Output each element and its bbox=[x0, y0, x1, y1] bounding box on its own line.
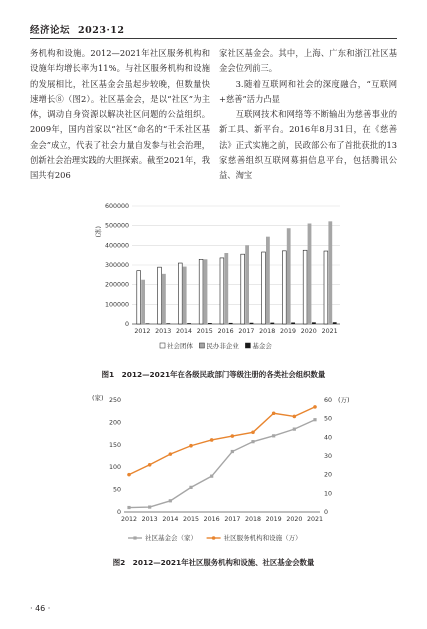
figure2-caption: 图2 2012—2021年社区服务机构和设施、社区基金会数量 bbox=[112, 558, 315, 567]
legend-label: 社区服务机构和设施（万） bbox=[223, 534, 302, 542]
bar-private-non-enterprise bbox=[308, 224, 312, 324]
point-community-foundations bbox=[313, 418, 316, 421]
y-left-axis-label: (家) bbox=[92, 394, 104, 402]
line-community-foundations bbox=[129, 420, 315, 508]
bar-private-non-enterprise bbox=[141, 280, 145, 324]
bar-foundations bbox=[166, 323, 170, 324]
bar-private-non-enterprise bbox=[183, 267, 187, 324]
body-paragraph: 家社区基金会。其中，上海、广东和浙江社区基金会位列前三。 bbox=[219, 48, 397, 74]
legend-swatch bbox=[160, 343, 165, 348]
figure1-chart bbox=[88, 196, 348, 368]
y-right-axis-label: (万) bbox=[338, 396, 350, 404]
y-left-tick-label: 50 bbox=[112, 486, 121, 494]
point-community-foundations bbox=[189, 486, 192, 489]
point-community-service-facilities bbox=[189, 444, 193, 448]
bar-private-non-enterprise bbox=[266, 237, 270, 324]
bar-foundations bbox=[250, 323, 254, 324]
running-header bbox=[30, 22, 124, 36]
right-column bbox=[219, 46, 397, 184]
point-community-foundations bbox=[127, 506, 130, 509]
legend-label: 社区基金会（家） bbox=[145, 534, 197, 542]
x-tick-label: 2013 bbox=[141, 516, 158, 523]
x-tick-label: 2017 bbox=[238, 328, 255, 335]
figure2-chart bbox=[86, 390, 360, 554]
left-column bbox=[30, 46, 210, 184]
y-right-tick-label: 40 bbox=[324, 434, 333, 442]
figure2-svg bbox=[86, 390, 360, 554]
point-community-service-facilities bbox=[272, 411, 276, 415]
point-community-service-facilities bbox=[169, 452, 173, 456]
point-community-foundations bbox=[293, 428, 296, 431]
bar-foundations bbox=[291, 323, 295, 324]
x-tick-label: 2013 bbox=[155, 328, 172, 335]
bar-foundations bbox=[208, 323, 212, 324]
x-tick-label: 2016 bbox=[217, 328, 234, 335]
legend-swatch bbox=[199, 343, 204, 348]
x-tick-label: 2018 bbox=[244, 516, 262, 523]
legend-label: 基金会 bbox=[252, 342, 272, 350]
y-tick-label: 600000 bbox=[104, 203, 129, 210]
y-left-tick-label: 250 bbox=[108, 397, 121, 404]
x-tick-label: 2014 bbox=[175, 328, 193, 335]
x-tick-label: 2020 bbox=[286, 516, 303, 523]
bar-foundations bbox=[187, 323, 191, 324]
body-paragraph: 互联网技术和网络等不断输出为慈善事业的新工具、新平台。2016年8月31日，在《慈善法》正式实施之前，民政部公布了首批获批的13家慈善组织互联网募捐信息平台，包括腾讯公益、淘宝 bbox=[219, 109, 397, 181]
bar-foundations bbox=[146, 323, 150, 324]
body-paragraph: 务机构和设施。2012—2021年社区服务机构和设施年均增长率为11%。与社区服务机构和设施的发展相比，社区基金会虽起步较晚，但数量快速增长⑧（图2）。社区基金会，是以“社区”为主体，调动自身资源以解决社区问题的公益组织。2009年，国内首家以“社区”命名的“千禾社区基金会”成立，代表了社会力量自发参与社会治理，创新社会治理实践的大胆探索。截至2021年，我国共有206 bbox=[30, 48, 210, 181]
bar-social-groups bbox=[241, 254, 245, 324]
bar-social-groups bbox=[324, 251, 328, 324]
y-right-tick-label: 0 bbox=[324, 509, 329, 516]
y-left-tick-label: 100 bbox=[108, 464, 121, 472]
point-community-foundations bbox=[251, 440, 254, 443]
legend-label: 民办非企业 bbox=[206, 342, 239, 350]
bar-private-non-enterprise bbox=[204, 259, 208, 324]
y-tick-label: 200000 bbox=[104, 281, 129, 289]
point-community-foundations bbox=[272, 434, 275, 437]
y-right-tick-label: 50 bbox=[324, 415, 333, 423]
point-community-service-facilities bbox=[127, 473, 131, 477]
bar-social-groups bbox=[199, 259, 203, 324]
bar-social-groups bbox=[158, 267, 162, 324]
bar-private-non-enterprise bbox=[162, 274, 166, 324]
bar-social-groups bbox=[178, 263, 182, 324]
bar-foundations bbox=[312, 322, 316, 324]
figure1-svg bbox=[88, 196, 348, 368]
y-right-tick-label: 10 bbox=[324, 490, 333, 498]
bar-social-groups bbox=[303, 250, 307, 324]
x-tick-label: 2021 bbox=[306, 516, 324, 523]
y-left-tick-label: 200 bbox=[108, 419, 121, 427]
legend-marker bbox=[212, 536, 216, 540]
x-tick-label: 2012 bbox=[120, 516, 138, 523]
x-tick-label: 2012 bbox=[134, 328, 151, 335]
legend-swatch bbox=[245, 343, 250, 348]
y-tick-label: 400000 bbox=[104, 242, 129, 250]
x-tick-label: 2019 bbox=[279, 328, 297, 335]
header-rule bbox=[30, 38, 397, 39]
x-tick-label: 2017 bbox=[224, 516, 241, 523]
bar-private-non-enterprise bbox=[287, 228, 291, 324]
x-tick-label: 2019 bbox=[265, 516, 282, 523]
bar-social-groups bbox=[220, 258, 224, 324]
y-tick-label: 100000 bbox=[104, 301, 129, 309]
point-community-service-facilities bbox=[251, 430, 255, 434]
y-right-tick-label: 30 bbox=[324, 453, 333, 460]
figure1-caption: 图1 2012—2021年在各级民政部门等级注册的各类社会组织数量 bbox=[101, 370, 326, 379]
bar-foundations bbox=[270, 323, 274, 324]
bar-private-non-enterprise bbox=[328, 221, 332, 324]
legend-label: 社会团体 bbox=[167, 342, 193, 350]
bar-foundations bbox=[333, 322, 337, 324]
y-tick-label: 0 bbox=[124, 321, 129, 328]
y-tick-label: 300000 bbox=[104, 262, 129, 269]
bar-social-groups bbox=[137, 271, 141, 324]
bar-private-non-enterprise bbox=[245, 245, 249, 324]
bar-foundations bbox=[229, 323, 233, 324]
point-community-foundations bbox=[169, 499, 172, 502]
point-community-service-facilities bbox=[148, 463, 152, 467]
bar-private-non-enterprise bbox=[224, 253, 228, 324]
x-tick-label: 2015 bbox=[182, 516, 200, 523]
y-right-tick-label: 20 bbox=[324, 471, 333, 479]
y-left-tick-label: 0 bbox=[116, 509, 121, 516]
page-number: · 46 · bbox=[30, 604, 51, 613]
y-right-tick-label: 60 bbox=[324, 397, 333, 404]
issue-number: 2023·12 bbox=[78, 25, 125, 36]
point-community-service-facilities bbox=[210, 438, 214, 442]
x-tick-label: 2020 bbox=[300, 328, 317, 335]
point-community-foundations bbox=[231, 450, 234, 453]
y-tick-label: 500000 bbox=[104, 222, 129, 230]
x-tick-label: 2015 bbox=[196, 328, 213, 335]
x-tick-label: 2018 bbox=[259, 328, 276, 335]
y-axis-label: (家) bbox=[94, 226, 102, 238]
y-left-tick-label: 150 bbox=[108, 441, 121, 449]
point-community-service-facilities bbox=[293, 415, 297, 419]
bar-social-groups bbox=[262, 252, 266, 324]
legend-marker bbox=[133, 536, 136, 539]
point-community-foundations bbox=[210, 475, 213, 478]
bar-social-groups bbox=[282, 251, 286, 324]
x-tick-label: 2014 bbox=[162, 516, 179, 523]
journal-name: 经济论坛 bbox=[30, 25, 71, 36]
point-community-service-facilities bbox=[313, 405, 317, 409]
point-community-foundations bbox=[148, 505, 151, 508]
point-community-service-facilities bbox=[231, 434, 235, 438]
x-tick-label: 2021 bbox=[321, 328, 338, 335]
x-tick-label: 2016 bbox=[203, 516, 220, 523]
body-paragraph: 3.随着互联网和社会的深度融合，“互联网+慈善”活力凸显 bbox=[219, 78, 397, 104]
